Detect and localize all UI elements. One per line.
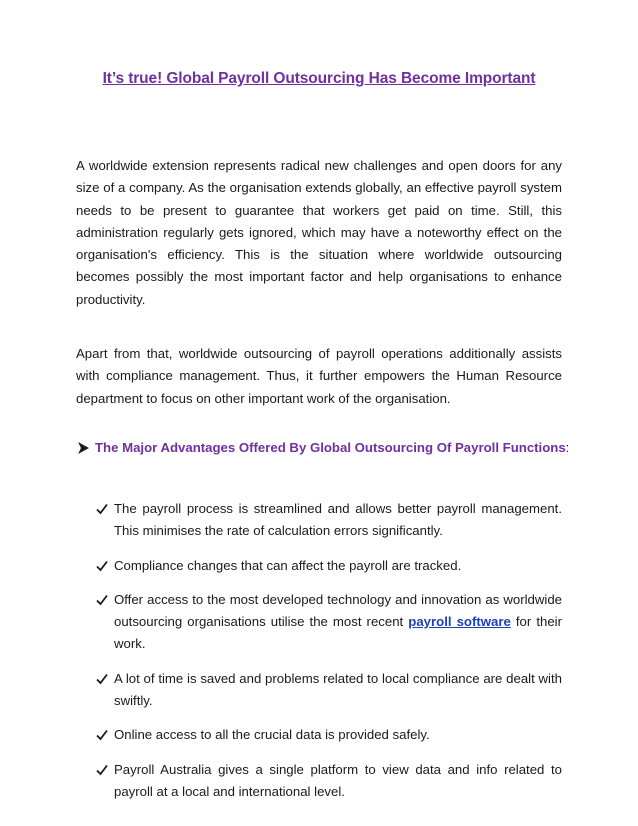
document-title: It’s true! Global Payroll Outsourcing Has Become Important [102,70,536,87]
arrow-bullet-icon [76,441,90,455]
benefit-item-streamlined [96,498,562,543]
benefit-text: The payroll process is streamlined and allows better payroll management. This minimises the rate of calculation errors significantly. [114,501,562,539]
benefit-item-online-access [96,724,562,746]
advantages-heading-colon: : [565,440,570,455]
checkmark-icon [96,503,108,515]
checkmark-icon [96,560,108,572]
benefit-item-time-saved [96,668,562,713]
benefit-item-technology [96,589,562,656]
checkmark-icon [96,729,108,741]
advantages-heading-text: The Major Advantages Offered By Global Outsourcing Of Payroll Functions [95,440,566,455]
benefit-text: A lot of time is saved and problems related to local compliance are dealt with swiftly. [114,670,562,709]
benefit-text: Compliance changes that can affect the payroll are tracked. [114,557,462,573]
intro-paragraph: A worldwide extension represents radical new challenges and open doors for any size of a company. As the organisation extends globally, an effective payroll system needs to be present to guarantee that workers get paid on time. Still, this administration regularly gets ignored, which may have a noteworthy effect on the organisation's efficiency. This is the situation where worldwide outsourcing becomes possibly the most important factor and help organisations to enhance productivity. [76,158,562,307]
benefit-text: Payroll Australia gives a single platform to view data and info related to payroll at a local and international level. [114,761,562,799]
payroll-software-link[interactable]: payroll software [408,614,511,630]
checkmark-icon [96,764,108,776]
benefit-text-after-link: for their work. [114,614,562,652]
benefit-item-single-platform [96,759,562,804]
compliance-paragraph: Apart from that, worldwide outsourcing of payroll operations additionally assists with compliance management. Thus, it further empowers the Human Resource department to focus on other important work of the organisation. [76,346,562,406]
checkmark-icon [96,673,108,685]
benefits-list [96,498,562,815]
benefit-text: Online access to all the crucial data is provided safely. [114,727,430,743]
benefit-item-compliance [96,555,562,577]
benefit-text-before-link: Offer access to the most developed technology and innovation as worldwide outsourcing organisations utilise the most recent [114,591,562,630]
checkmark-icon [96,594,108,606]
advantages-heading [76,437,576,459]
